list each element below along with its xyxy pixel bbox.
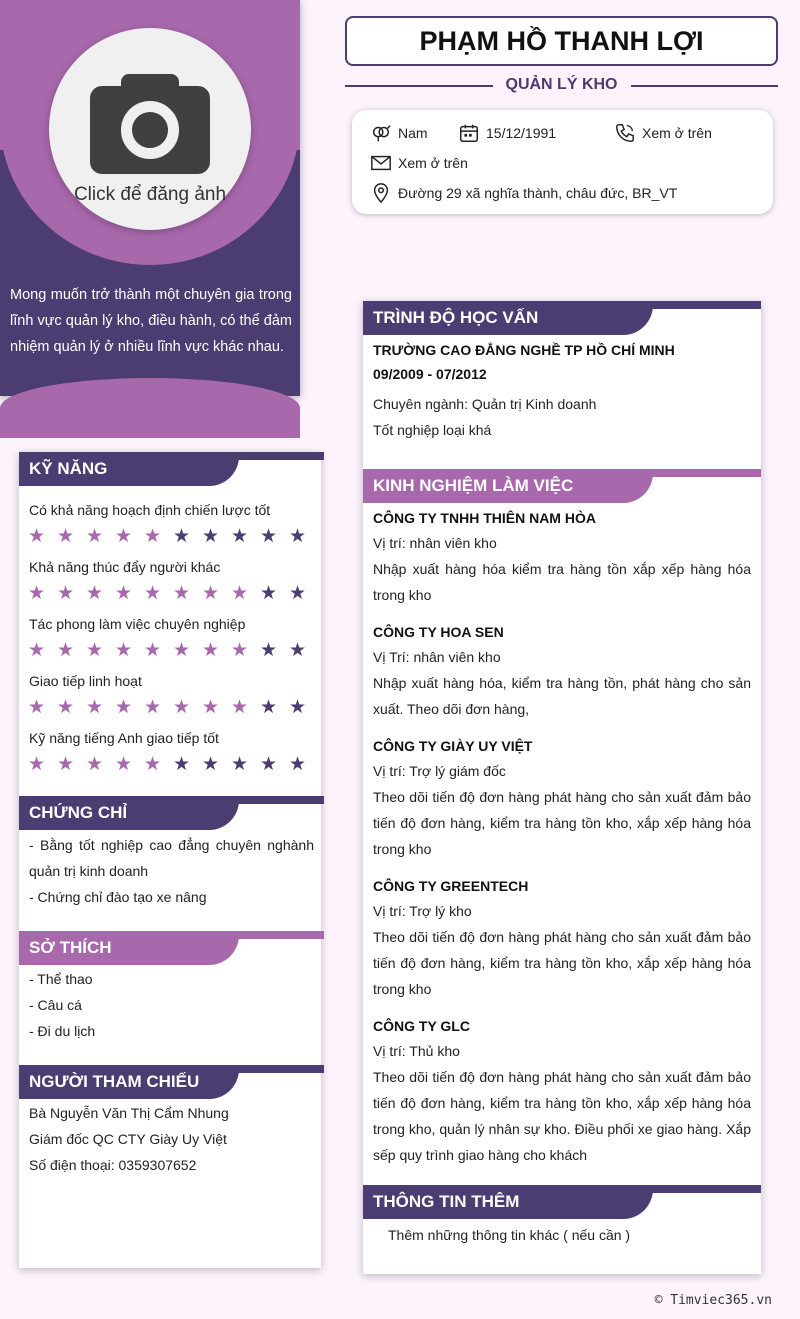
avatar-upload[interactable] — [49, 28, 251, 230]
skill-rating — [28, 642, 318, 660]
star-icon: ★ — [144, 583, 162, 604]
star-icon: ★ — [86, 640, 104, 661]
photo-objective-card — [0, 0, 300, 396]
hobby-item: - Thể thao — [29, 971, 93, 987]
star-icon: ★ — [289, 526, 307, 547]
star-icon: ★ — [289, 640, 307, 661]
star-icon: ★ — [57, 583, 75, 604]
job-description-line: Theo dõi tiến độ đơn hàng phát hàng cho sản xuất đảm bảo — [373, 789, 751, 805]
certificate-line: - Chứng chỉ đào tạo xe nâng — [29, 889, 207, 905]
phone-value: Xem ở trên — [642, 125, 712, 141]
skill-label: Kỹ năng tiếng Anh giao tiếp tốt — [29, 730, 219, 746]
star-icon: ★ — [202, 583, 220, 604]
star-icon: ★ — [231, 640, 249, 661]
education-period: 09/2009 - 07/2012 — [373, 366, 487, 382]
star-icon: ★ — [231, 583, 249, 604]
envelope-icon — [370, 152, 392, 174]
star-icon: ★ — [260, 754, 278, 775]
education-grade: Tốt nghiệp loại khá — [373, 422, 492, 438]
job-description-line: Theo dõi tiến độ đơn hàng phát hàng cho sản xuất đảm bảo — [373, 1069, 751, 1085]
skills-header — [19, 452, 324, 486]
reference-line: Số điện thoại: 0359307652 — [29, 1157, 197, 1173]
hobbies-title: SỞ THÍCH — [19, 931, 239, 965]
skill-rating — [28, 528, 318, 546]
education-header — [363, 301, 761, 335]
phone-icon — [614, 122, 636, 144]
email-value: Xem ở trên — [398, 155, 468, 171]
job-position: Vị trí: Trợ lý kho — [373, 903, 472, 919]
experience-header — [363, 469, 761, 503]
job-description-line: trong kho — [373, 587, 432, 603]
job-description-line: Nhập xuất hàng hóa kiểm tra hàng tồn xắp xếp hàng hóa — [373, 561, 751, 577]
phone-item — [614, 122, 712, 144]
star-icon: ★ — [202, 754, 220, 775]
skill-rating — [28, 699, 318, 717]
education-major: Chuyên ngành: Quản trị Kinh doanh — [373, 396, 597, 412]
star-icon: ★ — [144, 526, 162, 547]
job-description-line: tiến độ đơn hàng, kiểm tra hàng tồn kho, xắp xếp hàng hóa — [373, 1095, 751, 1111]
birthday-item — [458, 122, 556, 144]
star-icon: ★ — [173, 583, 191, 604]
location-pin-icon — [370, 182, 392, 204]
additional-text: Thêm những thông tin khác ( nếu cần ) — [388, 1227, 631, 1243]
star-icon: ★ — [202, 526, 220, 547]
star-icon: ★ — [289, 583, 307, 604]
star-icon: ★ — [86, 754, 104, 775]
star-icon: ★ — [115, 697, 133, 718]
certificates-header — [19, 796, 324, 830]
star-icon: ★ — [86, 697, 104, 718]
experience-title: KINH NGHIỆM LÀM VIỆC — [363, 469, 653, 503]
job-description-line: xuất. Theo dõi đơn hàng, — [373, 701, 530, 717]
address-item — [370, 182, 677, 204]
star-icon: ★ — [173, 640, 191, 661]
calendar-icon — [458, 122, 480, 144]
job-position: Vị trí: Trợ lý giám đốc — [373, 763, 506, 779]
job-description-line: sếp quy trình giao hàng cho khách — [373, 1147, 588, 1163]
company-name: CÔNG TY GREENTECH — [373, 878, 529, 894]
hobby-item: - Câu cá — [29, 997, 82, 1013]
job-description-line: tiến độ đơn hàng, kiểm tra hàng tồn kho, xắp xếp hàng hóa — [373, 815, 751, 831]
birthday-value: 15/12/1991 — [486, 125, 557, 141]
email-item — [370, 152, 468, 174]
job-description-line: Nhập xuất hàng hóa, kiểm tra hàng tồn, phát hàng cho sản — [373, 675, 751, 691]
star-icon: ★ — [231, 754, 249, 775]
reference-line: Bà Nguyễn Văn Thị Cẩm Nhung — [29, 1105, 229, 1121]
star-icon: ★ — [260, 697, 278, 718]
skill-label: Khả năng thúc đẩy người khác — [29, 559, 221, 575]
company-name: CÔNG TY TNHH THIÊN NAM HÒA — [373, 510, 596, 526]
star-icon: ★ — [260, 640, 278, 661]
star-icon: ★ — [115, 640, 133, 661]
star-icon: ★ — [289, 754, 307, 775]
star-icon: ★ — [260, 526, 278, 547]
star-icon: ★ — [86, 526, 104, 547]
star-icon: ★ — [260, 583, 278, 604]
job-description-line: Theo dõi tiến độ đơn hàng phát hàng cho sản xuất đảm bảo — [373, 929, 751, 945]
hobby-item: - Đi du lịch — [29, 1023, 96, 1039]
gender-item — [370, 122, 428, 144]
star-icon: ★ — [202, 640, 220, 661]
full-name: PHẠM HỒ THANH LỢI — [345, 16, 778, 66]
star-icon: ★ — [86, 583, 104, 604]
skill-label: Giao tiếp linh hoạt — [29, 673, 142, 689]
star-icon: ★ — [144, 640, 162, 661]
additional-header — [363, 1185, 761, 1219]
references-title: NGƯỜI THAM CHIẾU — [19, 1065, 239, 1099]
job-description-line: trong kho, quản lý nhân sự kho. Điều phối xe giao hàng. Xắp — [373, 1121, 751, 1137]
job-title-row — [345, 76, 778, 96]
school-name: TRƯỜNG CAO ĐẲNG NGHỀ TP HỒ CHÍ MINH — [373, 342, 675, 358]
company-name: CÔNG TY HOA SEN — [373, 624, 504, 640]
additional-title: THÔNG TIN THÊM — [363, 1185, 653, 1219]
star-icon: ★ — [231, 697, 249, 718]
education-title: TRÌNH ĐỘ HỌC VẤN — [363, 301, 653, 335]
job-position: Vị Trí: nhân viên kho — [373, 649, 501, 665]
star-icon: ★ — [28, 640, 46, 661]
star-icon: ★ — [289, 697, 307, 718]
camera-lens-icon — [121, 101, 179, 159]
star-icon: ★ — [173, 697, 191, 718]
certificate-line: quản trị kinh doanh — [29, 863, 149, 879]
star-icon: ★ — [115, 583, 133, 604]
job-description-line: trong kho — [373, 841, 432, 857]
skills-title: KỸ NĂNG — [19, 452, 239, 486]
upload-photo-label[interactable]: Click để đăng ảnh — [73, 184, 227, 205]
job-description-line: tiến độ đơn hàng, kiểm tra hàng tồn kho, xắp xếp hàng hóa — [373, 955, 751, 971]
star-icon: ★ — [144, 697, 162, 718]
skill-label: Có khả năng hoạch định chiến lược tốt — [29, 502, 271, 518]
star-icon: ★ — [231, 526, 249, 547]
star-icon: ★ — [57, 754, 75, 775]
skill-label: Tác phong làm việc chuyên nghiệp — [29, 616, 246, 632]
company-name: CÔNG TY GLC — [373, 1018, 470, 1034]
footer-arc — [0, 378, 300, 396]
reference-line: Giám đốc QC CTY Giày Uy Việt — [29, 1131, 227, 1147]
footer-copyright: © Timviec365.vn — [654, 1293, 772, 1308]
hobbies-header — [19, 931, 324, 965]
star-icon: ★ — [173, 754, 191, 775]
star-icon: ★ — [28, 754, 46, 775]
career-objective: Mong muốn trở thành một chuyên gia trong lĩnh vực quản lý kho, điều hành, có thể đảm nhiệm quản lý ở nhiều lĩnh vực khác nhau. — [10, 287, 292, 355]
star-icon: ★ — [28, 583, 46, 604]
contact-card — [352, 110, 773, 214]
job-position: Vị trí: Thủ kho — [373, 1043, 460, 1059]
star-icon: ★ — [28, 697, 46, 718]
star-icon: ★ — [28, 526, 46, 547]
gender-value: Nam — [398, 125, 428, 141]
job-position: Vị trí: nhân viên kho — [373, 535, 497, 551]
certificates-title: CHỨNG CHỈ — [19, 796, 239, 830]
star-icon: ★ — [57, 697, 75, 718]
star-icon: ★ — [144, 754, 162, 775]
references-header — [19, 1065, 324, 1099]
job-description-line: trong kho — [373, 981, 432, 997]
address-value: Đường 29 xã nghĩa thành, châu đức, BR_VT — [398, 185, 678, 201]
skill-rating — [28, 756, 318, 774]
star-icon: ★ — [115, 526, 133, 547]
star-icon: ★ — [115, 754, 133, 775]
star-icon: ★ — [57, 526, 75, 547]
star-icon: ★ — [173, 526, 191, 547]
star-icon: ★ — [202, 697, 220, 718]
certificate-line: - Bằng tốt nghiệp cao đẳng chuyên nghành — [29, 837, 314, 853]
star-icon: ★ — [57, 640, 75, 661]
skill-rating — [28, 585, 318, 603]
job-title: QUẢN LÝ KHO — [505, 76, 618, 93]
company-name: CÔNG TY GIÀY UY VIỆT — [373, 738, 533, 754]
gender-icon — [370, 122, 392, 144]
